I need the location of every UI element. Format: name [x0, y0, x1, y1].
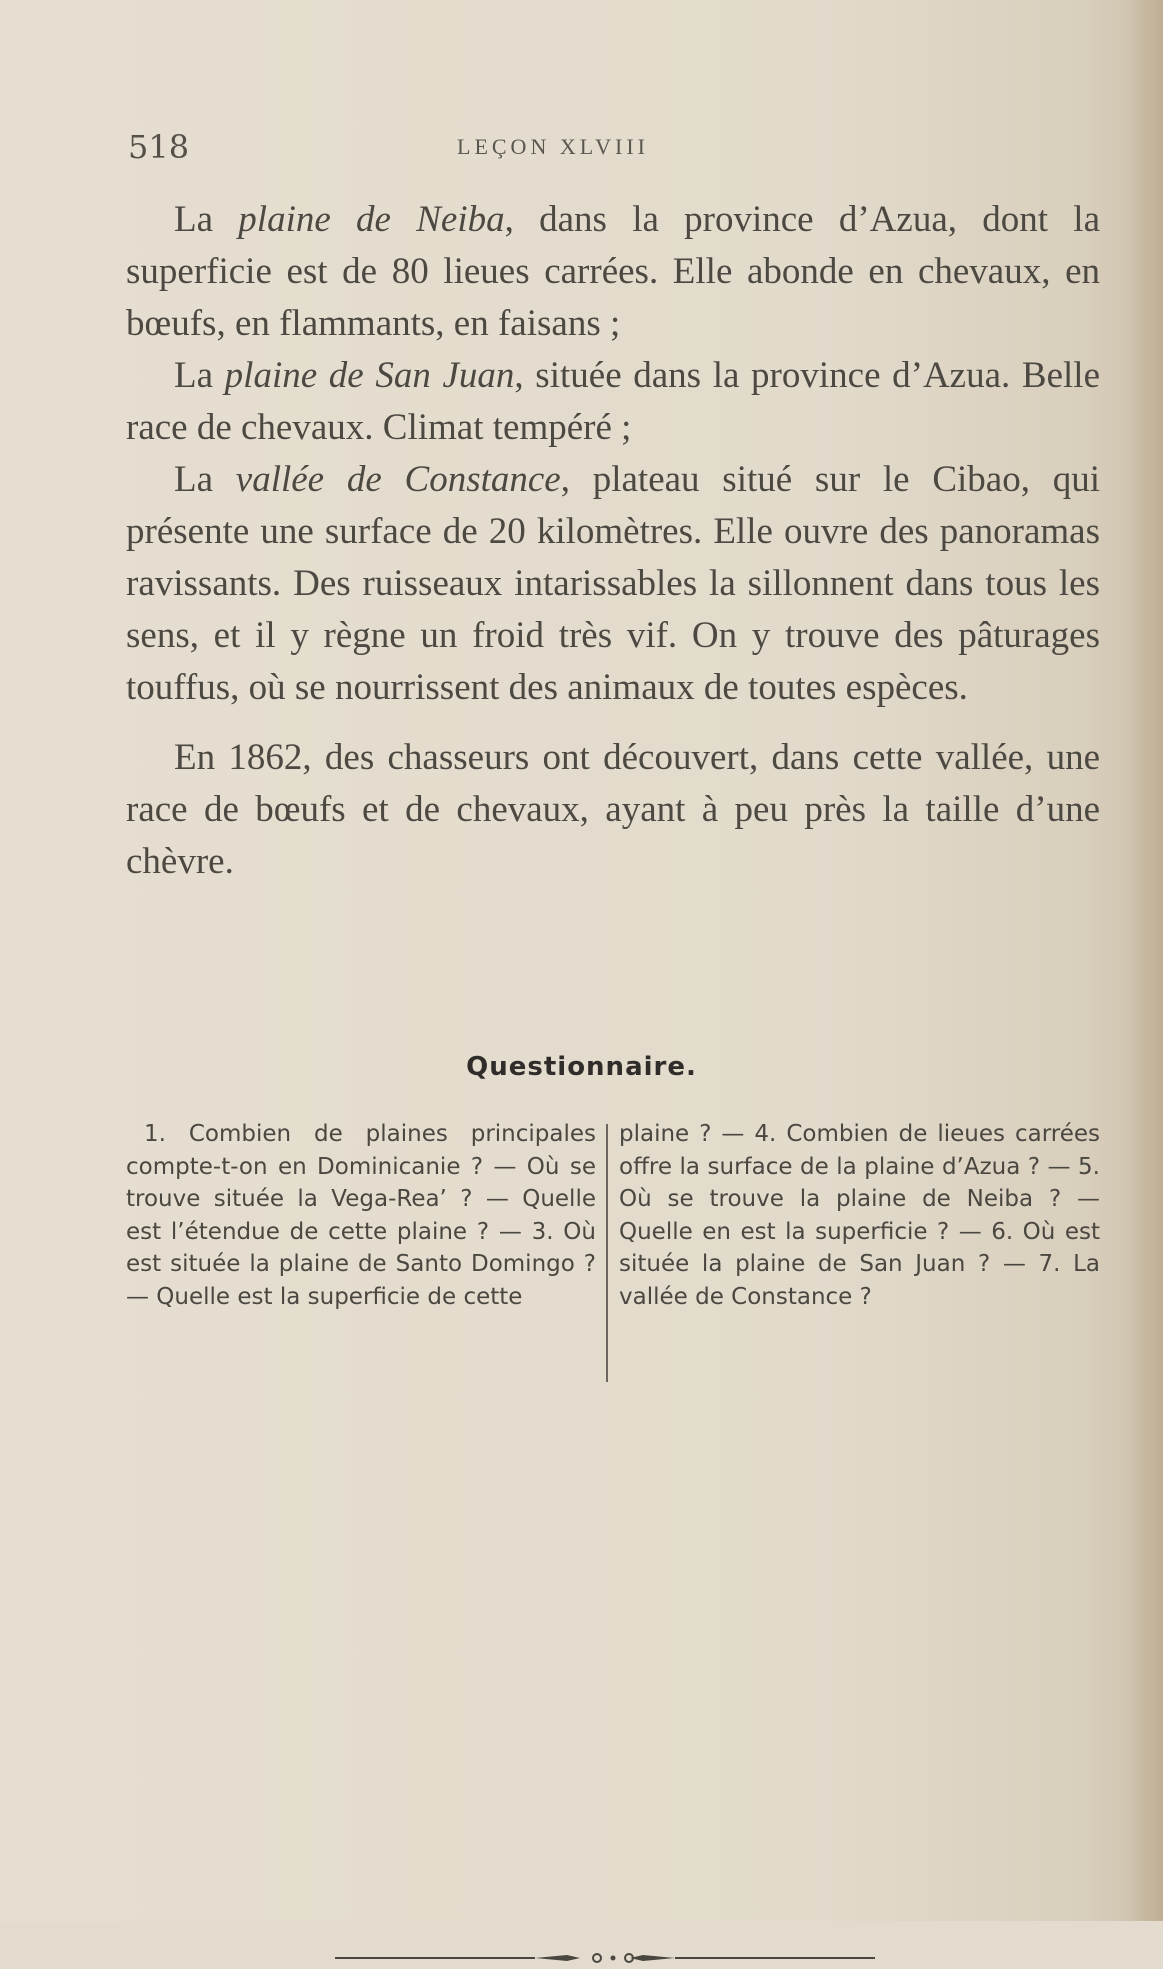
questionnaire-columns: [126, 1118, 1100, 1388]
paragraph-text: , plateau situé sur le Cibao, qui présente une surface de 20 kilomètres. Elle ouvre des panoramas ravissants. Des ruisseaux intarissables la sillonnent dans tous les sens, et il y règne un froid très vif. On y trouve des pâturages touffus, où se nourrissent des animaux de toutes espèces.: [126, 459, 1101, 708]
questionnaire-title: Questionnaire.: [466, 1052, 697, 1082]
page-number: 518: [128, 128, 190, 166]
page-header: [128, 128, 1098, 168]
ornament-rule: [335, 1947, 875, 1969]
paragraph-plaine-neiba: [126, 194, 1100, 350]
questionnaire-right-column: plaine ? — 4. Combien de lieues carrées offre la surface de la plaine d’Azua ? — 5. Où se trouve la plaine de Neiba ? — Quelle en est la superficie ? — 6. Où est située la plaine de San Juan ? — 7. La vallée de Constance ?: [619, 1121, 1100, 1310]
paragraph-vallee-constance: [126, 454, 1100, 714]
place-name: vallée de Constance: [235, 459, 561, 500]
paragraph-intro: La: [174, 355, 225, 396]
page-edge-shadow: [1127, 0, 1163, 1921]
paragraph-text: , située dans la province d’Azua. Belle race de chevaux. Climat tempéré ;: [126, 355, 1100, 448]
paragraph-intro: La: [174, 459, 236, 500]
questionnaire-left-column: 1. Combien de plaines principales compte-t-on en Dominicanie ? — Où se trouve située la Vega-Rea’ ? — Quelle est l’étendue de cette plaine ? — 3. Où est située la plaine de Santo Domingo ? — Quelle est la superficie de cette: [126, 1121, 596, 1310]
place-name: plaine de San Juan: [224, 355, 515, 396]
column-divider: [606, 1124, 608, 1382]
body-text: [126, 194, 1100, 888]
paragraph-1862: En 1862, des chasseurs ont découvert, dans cette vallée, une race de bœufs et de chevaux, ayant à peu près la taille d’une chèvre.: [126, 737, 1100, 882]
place-name: plaine de Neiba: [238, 199, 505, 240]
running-head: LEÇON XLVIII: [457, 134, 649, 159]
paragraph-intro: La: [174, 199, 239, 240]
paragraph-text: , dans la province d’Azua, dont la superficie est de 80 lieues carrées. Elle abonde en chevaux, en bœufs, en flammants, en faisans ;: [126, 199, 1100, 344]
paragraph-plaine-san-juan: [126, 350, 1100, 454]
